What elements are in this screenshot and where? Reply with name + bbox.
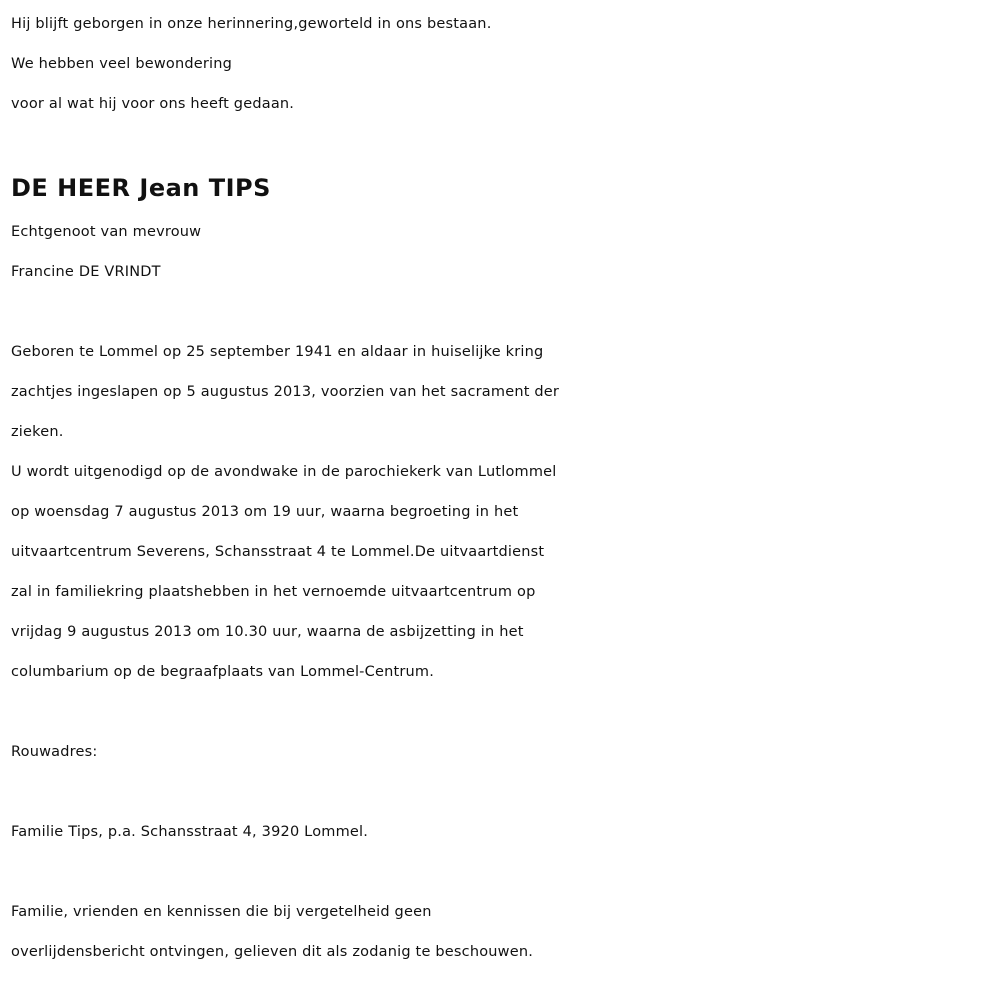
mourning-address: Familie Tips, p.a. Schansstraat 4, 3920 Lommel. bbox=[11, 824, 369, 840]
body-line: zachtjes ingeslapen op 5 augustus 2013, voorzien van het sacrament der bbox=[11, 384, 560, 400]
body-line: op woensdag 7 augustus 2013 om 19 uur, waarna begroeting in het bbox=[11, 504, 519, 520]
spacer bbox=[11, 692, 1000, 732]
spacer bbox=[11, 292, 1000, 332]
closing-line: overlijdensbericht ontvingen, gelieven dit als zodanig te beschouwen. bbox=[11, 944, 534, 960]
spouse-line: Francine DE VRINDT bbox=[11, 264, 161, 280]
poem-line: We hebben veel bewondering bbox=[11, 56, 233, 72]
poem-line: Hij blijft geborgen in onze herinnering,geworteld in ons bestaan. bbox=[11, 16, 492, 32]
body-line: columbarium op de begraafplaats van Lommel-Centrum. bbox=[11, 664, 435, 680]
body-line: uitvaartcentrum Severens, Schansstraat 4 te Lommel.De uitvaartdienst bbox=[11, 544, 545, 560]
body-line: U wordt uitgenodigd op de avondwake in de parochiekerk van Lutlommel bbox=[11, 464, 557, 480]
announcement-body bbox=[11, 332, 1000, 692]
spacer bbox=[11, 772, 1000, 812]
spouse-line: Echtgenoot van mevrouw bbox=[11, 224, 202, 240]
body-line: vrijdag 9 augustus 2013 om 10.30 uur, waarna de asbijzetting in het bbox=[11, 624, 524, 640]
spacer bbox=[11, 852, 1000, 892]
poem bbox=[11, 4, 1000, 124]
spouse-info bbox=[11, 212, 1000, 292]
closing-line: Familie, vrienden en kennissen die bij vergetelheid geen bbox=[11, 904, 432, 920]
spacer bbox=[11, 124, 1000, 164]
poem-line: voor al wat hij voor ons heeft gedaan. bbox=[11, 96, 295, 112]
deceased-name: DE HEER Jean TIPS bbox=[11, 174, 271, 202]
address-label: Rouwadres: bbox=[11, 744, 98, 760]
body-line: zal in familiekring plaatshebben in het vernoemde uitvaartcentrum op bbox=[11, 584, 536, 600]
body-line: zieken. bbox=[11, 424, 64, 440]
body-line: Geboren te Lommel op 25 september 1941 en aldaar in huiselijke kring bbox=[11, 344, 544, 360]
closing-note bbox=[11, 892, 1000, 972]
